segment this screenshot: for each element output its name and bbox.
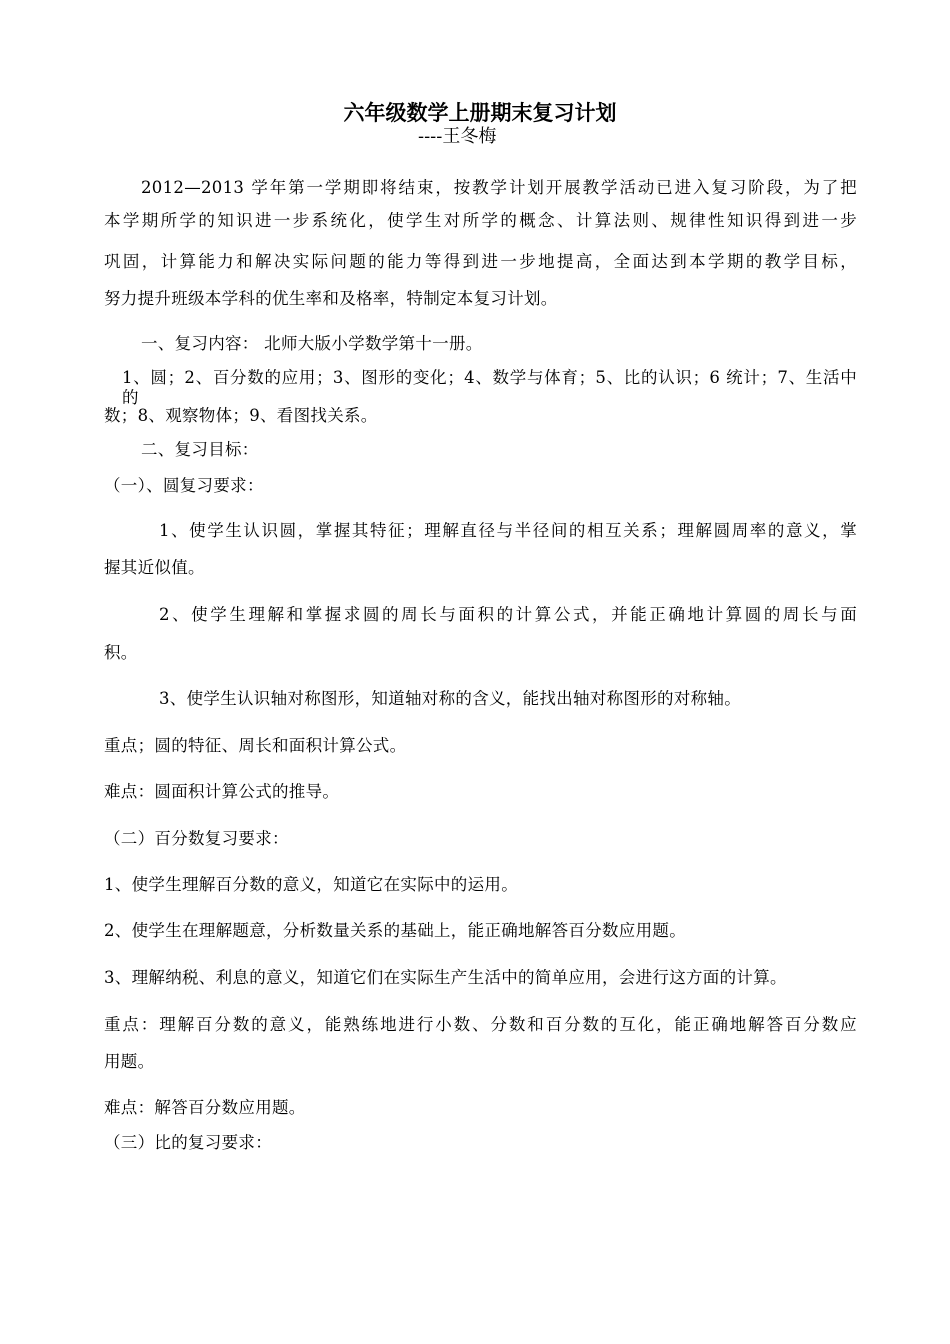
sub1-key-point: 重点；圆的特征、周长和面积计算公式。 xyxy=(104,736,407,755)
sub2-heading: （二）百分数复习要求： xyxy=(104,829,289,848)
sub2-req2: 2、使学生在理解题意，分析数量关系的基础上，能正确地解答百分数应用题。 xyxy=(104,921,686,940)
sub1-difficulty: 难点：圆面积计算公式的推导。 xyxy=(104,782,340,801)
sub1-req2-line-1: 2、使学生理解和掌握求圆的周长与面积的计算公式，并能正确地计算圆的周长与面 xyxy=(159,605,857,624)
sub2-req3: 3、理解纳税、利息的意义，知道它们在实际生产生活中的简单应用，会进行这方面的计算。 xyxy=(104,968,787,987)
sub1-req2-line-2: 积。 xyxy=(104,643,138,662)
section2-heading: 二、复习目标： xyxy=(141,440,259,459)
sub1-req1-line-2: 握其近似值。 xyxy=(104,558,205,577)
document-author: ----王冬梅 xyxy=(418,126,497,147)
sub3-heading: （三）比的复习要求： xyxy=(104,1133,272,1152)
sub1-heading: （一）、圆复习要求： xyxy=(104,476,264,495)
sub1-req1-line-1: 1、使学生认识圆，掌握其特征；理解直径与半径间的相互关系；理解圆周率的意义，掌 xyxy=(159,521,857,540)
intro-line-3: 巩固，计算能力和解决实际问题的能力等得到进一步地提高，全面达到本学期的教学目标， xyxy=(104,252,857,271)
section1-items-line-2: 数；8、观察物体；9、看图找关系。 xyxy=(104,406,378,425)
sub2-key-point-line-2: 用题。 xyxy=(104,1052,155,1071)
sub2-key-point-line-1: 重点：理解百分数的意义，能熟练地进行小数、分数和百分数的互化，能正确地解答百分数应 xyxy=(104,1015,857,1034)
intro-line-2: 本学期所学的知识进一步系统化，使学生对所学的概念、计算法则、规律性知识得到进一步 xyxy=(104,211,857,230)
sub2-req1: 1、使学生理解百分数的意义，知道它在实际中的运用。 xyxy=(104,875,518,894)
intro-line-1: 2012—2013 学年第一学期即将结束，按教学计划开展教学活动已进入复习阶段，为了把 xyxy=(141,178,857,197)
sub2-difficulty: 难点：解答百分数应用题。 xyxy=(104,1098,306,1117)
intro-line-4: 努力提升班级本学科的优生率和及格率，特制定本复习计划。 xyxy=(104,289,558,308)
sub1-req3: 3、使学生认识轴对称图形，知道轴对称的含义，能找出轴对称图形的对称轴。 xyxy=(159,689,741,708)
section1-heading: 一、复习内容： 北师大版小学数学第十一册。 xyxy=(141,334,483,353)
document-title: 六年级数学上册期末复习计划 xyxy=(343,101,617,125)
section1-items-line-1: 1、圆；2、百分数的应用；3、图形的变化；4、数学与体育；5、比的认识；6 统计；7、生活中的 xyxy=(122,368,857,407)
